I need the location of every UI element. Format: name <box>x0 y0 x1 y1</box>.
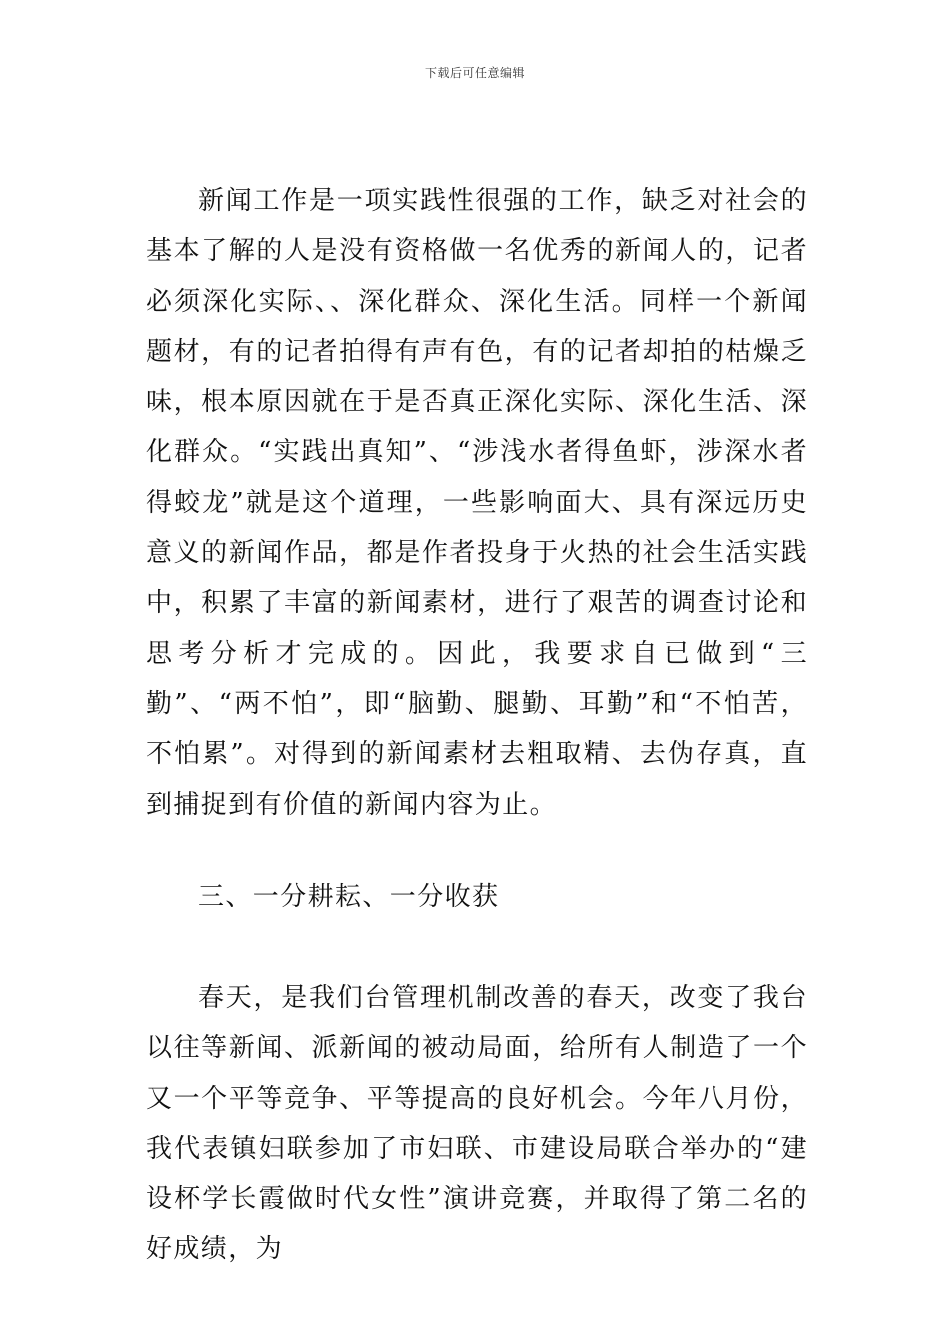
paragraph-text: 春天，是我们台管理机制改善的春天，改变了我台以往等新闻、派新闻的被动局面，给所有人制造了一个又一个平等竞争、平等提高的良好机会。今年八月份，我代表镇妇联参加了市妇联、市建设局联合举办的“建设杯学长霞做时代女性”演讲竞赛，并取得了第二名的好成绩，为 <box>146 983 808 1265</box>
header-note: 下载后可任意编辑 <box>424 66 525 80</box>
paragraph-text: 新闻工作是一项实践性很强的工作，缺乏对社会的基本了解的人是没有资格做一名优秀的新闻人的，记者必须深化实际、、深化群众、深化生活。同样一个新闻题材，有的记者拍得有声有色，有的记者却拍的枯燥乏味，根本原因就在于是否真正深化实际、深化生活、深化群众。“实践出真知”、“涉浅水者得鱼虾，涉深水者得蛟龙”就是这个道理，一些影响面大、具有深远历史意义的新闻作品，都是作者投身于火热的社会生活实践中，积累了丰富的新闻素材，进行了艰苦的调查讨论和思考分析才完成的。因此，我要求自已做到“三勤”、“两不怕”，即“脑勤、腿勤、耳勤”和“不怕苦，不怕累”。对得到的新闻素材去粗取精、去伪存真，直到捕捉到有价值的新闻内容为止。 <box>146 186 808 820</box>
section-heading <box>146 872 808 922</box>
section-heading-text: 三、一分耕耘、一分收获 <box>198 882 500 912</box>
body-paragraph-1 <box>146 176 808 830</box>
body-paragraph-2 <box>146 973 808 1275</box>
